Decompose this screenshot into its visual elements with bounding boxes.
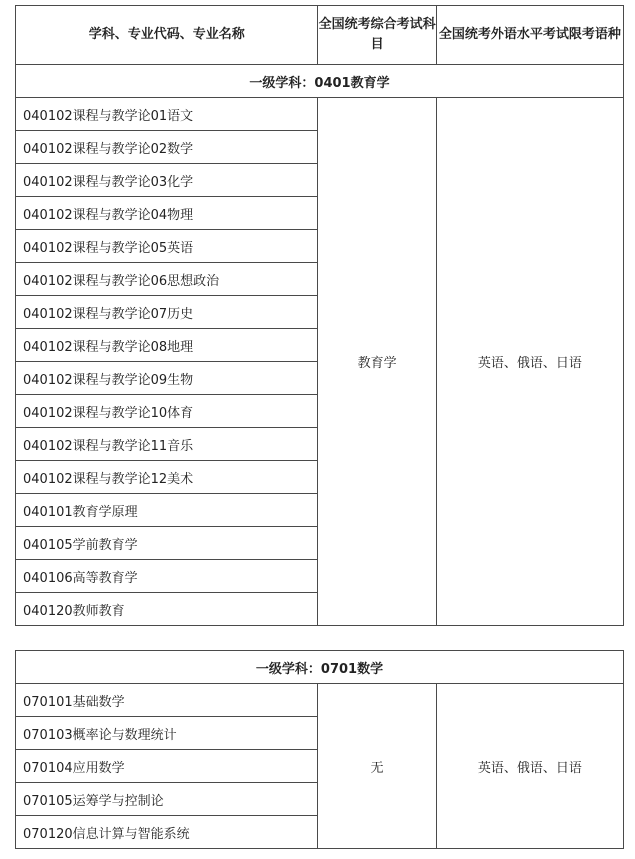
table-row bbox=[16, 98, 624, 131]
major-cell: 040105学前教育学 bbox=[16, 527, 318, 560]
major-cell: 040102课程与教学论10体育 bbox=[16, 395, 318, 428]
major-cell: 070101基础数学 bbox=[16, 684, 318, 717]
header-major-code-name: 学科、专业代码、专业名称 bbox=[16, 6, 318, 65]
major-cell: 040102课程与教学论07历史 bbox=[16, 296, 318, 329]
exam-subject-cell: 无 bbox=[318, 684, 436, 849]
major-cell: 040102课程与教学论09生物 bbox=[16, 362, 318, 395]
major-cell: 040101教育学原理 bbox=[16, 494, 318, 527]
major-cell: 040120教师教育 bbox=[16, 593, 318, 626]
table-row bbox=[16, 684, 624, 717]
group-title-education: 一级学科：0401教育学 bbox=[16, 65, 624, 98]
major-cell: 040102课程与教学论03化学 bbox=[16, 164, 318, 197]
major-cell: 070105运筹学与控制论 bbox=[16, 783, 318, 816]
language-cell: 英语、俄语、日语 bbox=[436, 98, 623, 626]
major-cell: 040102课程与教学论05英语 bbox=[16, 230, 318, 263]
major-cell: 040106高等教育学 bbox=[16, 560, 318, 593]
major-cell: 040102课程与教学论12美术 bbox=[16, 461, 318, 494]
language-cell: 英语、俄语、日语 bbox=[436, 684, 623, 849]
major-cell: 040102课程与教学论04物理 bbox=[16, 197, 318, 230]
education-table bbox=[15, 5, 624, 626]
major-cell: 040102课程与教学论08地理 bbox=[16, 329, 318, 362]
major-cell: 070120信息计算与智能系统 bbox=[16, 816, 318, 849]
exam-subject-cell: 教育学 bbox=[318, 98, 436, 626]
major-cell: 040102课程与教学论06思想政治 bbox=[16, 263, 318, 296]
major-cell: 070103概率论与数理统计 bbox=[16, 717, 318, 750]
group-row bbox=[16, 651, 624, 684]
group-row bbox=[16, 65, 624, 98]
mathematics-table bbox=[15, 650, 624, 849]
major-cell: 040102课程与教学论02数学 bbox=[16, 131, 318, 164]
major-cell: 070104应用数学 bbox=[16, 750, 318, 783]
header-language-limit: 全国统考外语水平考试限考语种 bbox=[436, 6, 623, 65]
header-row bbox=[16, 6, 624, 65]
group-title-mathematics: 一级学科：0701数学 bbox=[16, 651, 624, 684]
header-exam-subject: 全国统考综合考试科目 bbox=[318, 6, 436, 65]
major-cell: 040102课程与教学论11音乐 bbox=[16, 428, 318, 461]
major-cell: 040102课程与教学论01语文 bbox=[16, 98, 318, 131]
